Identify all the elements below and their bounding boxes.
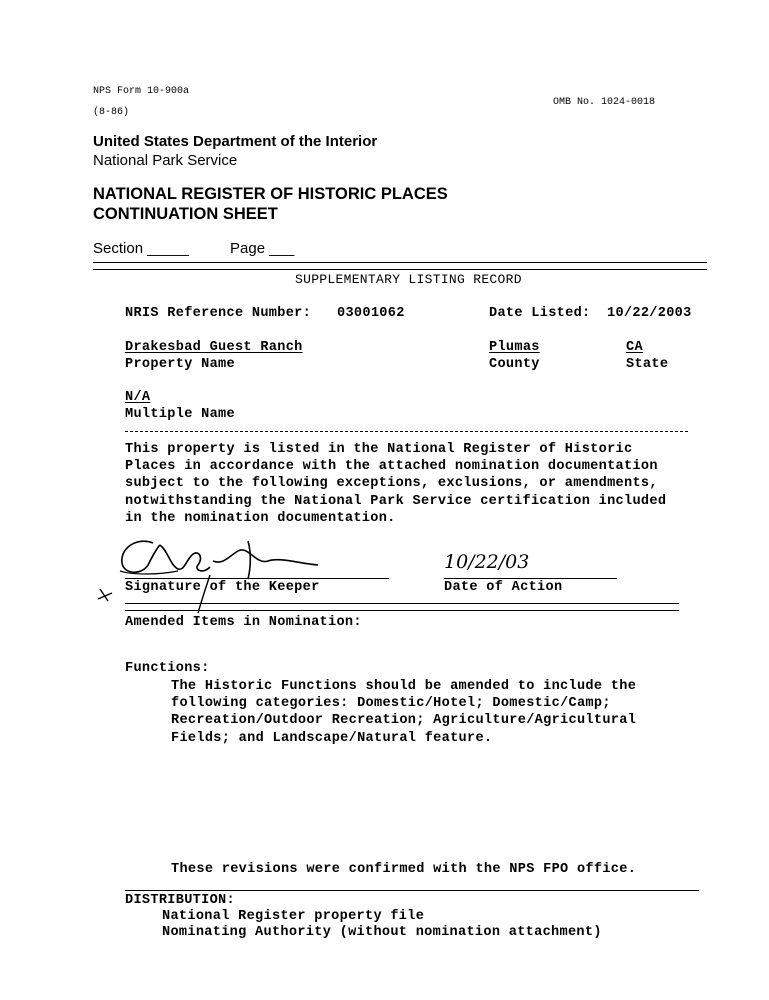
department-name: United States Department of the Interior — [93, 133, 378, 150]
nris-value: 03001062 — [337, 306, 405, 321]
form-date: (8-86) — [93, 107, 130, 118]
section-field: Section _____ — [93, 240, 189, 257]
handwritten-date: 10/22/03 — [444, 551, 530, 573]
property-name-label: Property Name — [125, 357, 235, 372]
agency-name: National Park Service — [93, 152, 238, 169]
header-divider — [93, 262, 707, 270]
statement-line: Places in accordance with the attached nomination documentation — [125, 459, 658, 474]
sheet-subtitle: CONTINUATION SHEET — [93, 205, 278, 223]
amended-items-heading: Amended Items in Nomination: — [125, 615, 362, 630]
signature-line — [125, 578, 389, 579]
nris-label: NRIS Reference Number: — [125, 306, 312, 321]
multiple-name-value: N/A — [125, 390, 151, 405]
statement-line: notwithstanding the National Park Service certification included — [125, 494, 667, 509]
state-label: State — [626, 357, 669, 372]
page-field: Page ___ — [230, 240, 295, 257]
sheet-title: NATIONAL REGISTER OF HISTORIC PLACES — [93, 185, 448, 203]
distribution-divider — [125, 890, 699, 891]
statement-line: in the nomination documentation. — [125, 511, 396, 526]
confirmation-note: These revisions were confirmed with the NPS FPO office. — [171, 862, 637, 877]
county-value: Plumas — [489, 340, 540, 355]
functions-text: Fields; and Landscape/Natural feature. — [171, 731, 493, 746]
date-listed-value: 10/22/2003 — [607, 306, 692, 321]
functions-text: following categories: Domestic/Hotel; Domestic/Camp; — [171, 696, 611, 711]
statement-line: subject to the following exceptions, exclusions, or amendments, — [125, 476, 658, 491]
functions-label: Functions: — [125, 661, 210, 676]
statement-line: This property is listed in the National Register of Historic — [125, 442, 633, 457]
record-divider — [125, 431, 688, 432]
distribution-label: DISTRIBUTION: — [125, 893, 235, 908]
distribution-item: Nominating Authority (without nomination attachment) — [162, 925, 602, 940]
date-of-action-label: Date of Action — [444, 580, 563, 595]
record-heading: SUPPLEMENTARY LISTING RECORD — [295, 272, 522, 287]
distribution-item: National Register property file — [162, 909, 425, 924]
county-label: County — [489, 357, 540, 372]
omb-number: OMB No. 1024-0018 — [553, 97, 656, 108]
form-number: NPS Form 10-900a — [93, 86, 190, 97]
property-name: Drakesbad Guest Ranch — [125, 340, 303, 355]
date-listed-label: Date Listed: — [489, 306, 591, 321]
date-line — [444, 578, 617, 579]
signature-label: Signature of the Keeper — [125, 580, 320, 595]
signature-divider — [125, 603, 679, 611]
functions-text: Recreation/Outdoor Recreation; Agriculture/Agricultural — [171, 713, 637, 728]
functions-text: The Historic Functions should be amended to include the — [171, 679, 637, 694]
state-value: CA — [626, 340, 643, 355]
multiple-name-label: Multiple Name — [125, 407, 235, 422]
